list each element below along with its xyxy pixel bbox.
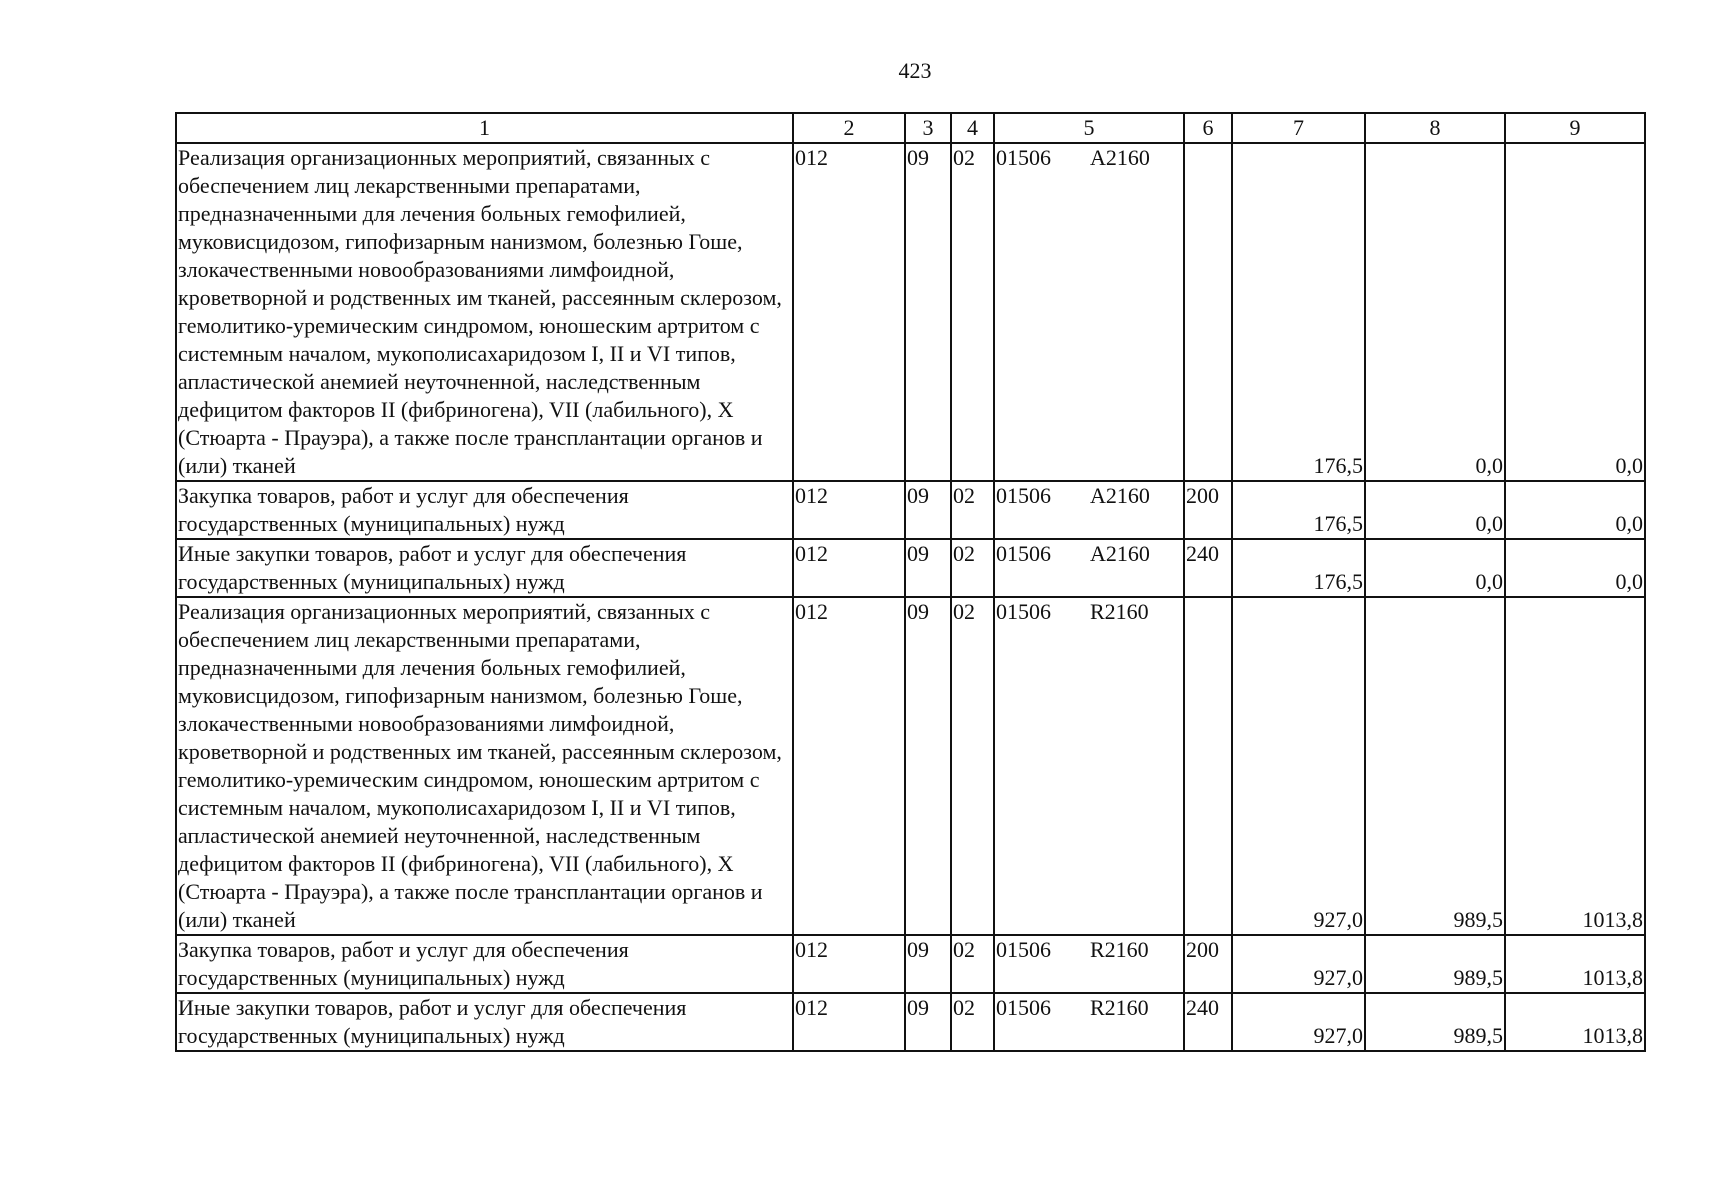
- column-number: 6: [1184, 113, 1232, 143]
- column-number: 8: [1365, 113, 1505, 143]
- ministry-code: 012: [793, 481, 905, 539]
- section-code: 09: [905, 993, 951, 1051]
- column-number: 3: [905, 113, 951, 143]
- column-number: 2: [793, 113, 905, 143]
- section-code: 09: [905, 481, 951, 539]
- program-code: 01506: [996, 145, 1051, 170]
- ministry-code: 012: [793, 993, 905, 1051]
- table-row: [176, 935, 1645, 993]
- target-article-code: [994, 993, 1184, 1051]
- column-number: 4: [951, 113, 994, 143]
- amount-col-7: 176,5: [1232, 143, 1365, 481]
- amount-col-8: 989,5: [1365, 935, 1505, 993]
- section-code: 09: [905, 935, 951, 993]
- item-name: Реализация организационных мероприятий, связанных с обеспечением лиц лекарственными препаратами, предназначенными для лечения больных гемофилией, муковисцидозом, гипофизарным нанизмом, болезнью Гоше, злокачественными новообразованиями лимфоидной, кроветворной и родственных им тканей, рассеянным склерозом, гемолитико-уремическим синдромом, юношеским артритом с системным началом, мукополисахаридозом I, II и VI типов, апластической анемией неуточненной, наследственным дефицитом факторов II (фибриногена), VII (лабильного), X (Стюарта - Прауэра), а также после трансплантации органов и (или) тканей: [176, 597, 793, 935]
- ministry-code: 012: [793, 597, 905, 935]
- subsection-code: 02: [951, 935, 994, 993]
- amount-col-9: 0,0: [1505, 481, 1645, 539]
- item-name: Иные закупки товаров, работ и услуг для обеспечения государственных (муниципальных) нужд: [176, 993, 793, 1051]
- amount-col-7: 176,5: [1232, 481, 1365, 539]
- item-name: Закупка товаров, работ и услуг для обеспечения государственных (муниципальных) нужд: [176, 935, 793, 993]
- direction-code: A2160: [1090, 483, 1150, 508]
- expense-type-code: 200: [1184, 481, 1232, 539]
- section-code: 09: [905, 539, 951, 597]
- amount-col-7: 927,0: [1232, 935, 1365, 993]
- amount-col-8: 0,0: [1365, 539, 1505, 597]
- amount-col-9: 1013,8: [1505, 993, 1645, 1051]
- table-row: [176, 597, 1645, 935]
- direction-code: R2160: [1090, 599, 1149, 624]
- expense-type-code: [1184, 143, 1232, 481]
- amount-col-8: 0,0: [1365, 481, 1505, 539]
- amount-col-7: 927,0: [1232, 993, 1365, 1051]
- target-article-code: [994, 143, 1184, 481]
- amount-col-8: 989,5: [1365, 993, 1505, 1051]
- program-code: 01506: [996, 483, 1051, 508]
- page-number: 423: [898, 58, 932, 83]
- amount-col-7: 176,5: [1232, 539, 1365, 597]
- column-number: 1: [176, 113, 793, 143]
- program-code: 01506: [996, 541, 1051, 566]
- expense-type-code: 200: [1184, 935, 1232, 993]
- subsection-code: 02: [951, 481, 994, 539]
- direction-code: R2160: [1090, 995, 1149, 1020]
- target-article-code: [994, 597, 1184, 935]
- amount-col-8: 989,5: [1365, 597, 1505, 935]
- column-number: 5: [994, 113, 1184, 143]
- table-row: [176, 143, 1645, 481]
- expense-type-code: [1184, 597, 1232, 935]
- target-article-code: [994, 481, 1184, 539]
- budget-table: [175, 112, 1646, 1052]
- amount-col-7: 927,0: [1232, 597, 1365, 935]
- amount-col-9: 0,0: [1505, 539, 1645, 597]
- table-row: [176, 481, 1645, 539]
- subsection-code: 02: [951, 597, 994, 935]
- subsection-code: 02: [951, 539, 994, 597]
- subsection-code: 02: [951, 993, 994, 1051]
- expense-type-code: 240: [1184, 539, 1232, 597]
- section-code: 09: [905, 143, 951, 481]
- program-code: 01506: [996, 937, 1051, 962]
- direction-code: A2160: [1090, 145, 1150, 170]
- amount-col-8: 0,0: [1365, 143, 1505, 481]
- target-article-code: [994, 935, 1184, 993]
- item-name: Иные закупки товаров, работ и услуг для обеспечения государственных (муниципальных) нужд: [176, 539, 793, 597]
- program-code: 01506: [996, 995, 1051, 1020]
- direction-code: R2160: [1090, 937, 1149, 962]
- ministry-code: 012: [793, 935, 905, 993]
- direction-code: A2160: [1090, 541, 1150, 566]
- target-article-code: [994, 539, 1184, 597]
- amount-col-9: 1013,8: [1505, 597, 1645, 935]
- table-row: [176, 539, 1645, 597]
- amount-col-9: 1013,8: [1505, 935, 1645, 993]
- ministry-code: 012: [793, 539, 905, 597]
- item-name: Закупка товаров, работ и услуг для обеспечения государственных (муниципальных) нужд: [176, 481, 793, 539]
- section-code: 09: [905, 597, 951, 935]
- column-number-row: [176, 113, 1645, 143]
- program-code: 01506: [996, 599, 1051, 624]
- expense-type-code: 240: [1184, 993, 1232, 1051]
- column-number: 9: [1505, 113, 1645, 143]
- item-name: Реализация организационных мероприятий, связанных с обеспечением лиц лекарственными препаратами, предназначенными для лечения больных гемофилией, муковисцидозом, гипофизарным нанизмом, болезнью Гоше, злокачественными новообразованиями лимфоидной, кроветворной и родственных им тканей, рассеянным склерозом, гемолитико-уремическим синдромом, юношеским артритом с системным началом, мукополисахаридозом I, II и VI типов, апластической анемией неуточненной, наследственным дефицитом факторов II (фибриногена), VII (лабильного), X (Стюарта - Прауэра), а также после трансплантации органов и (или) тканей: [176, 143, 793, 481]
- table-row: [176, 993, 1645, 1051]
- amount-col-9: 0,0: [1505, 143, 1645, 481]
- column-number: 7: [1232, 113, 1365, 143]
- ministry-code: 012: [793, 143, 905, 481]
- subsection-code: 02: [951, 143, 994, 481]
